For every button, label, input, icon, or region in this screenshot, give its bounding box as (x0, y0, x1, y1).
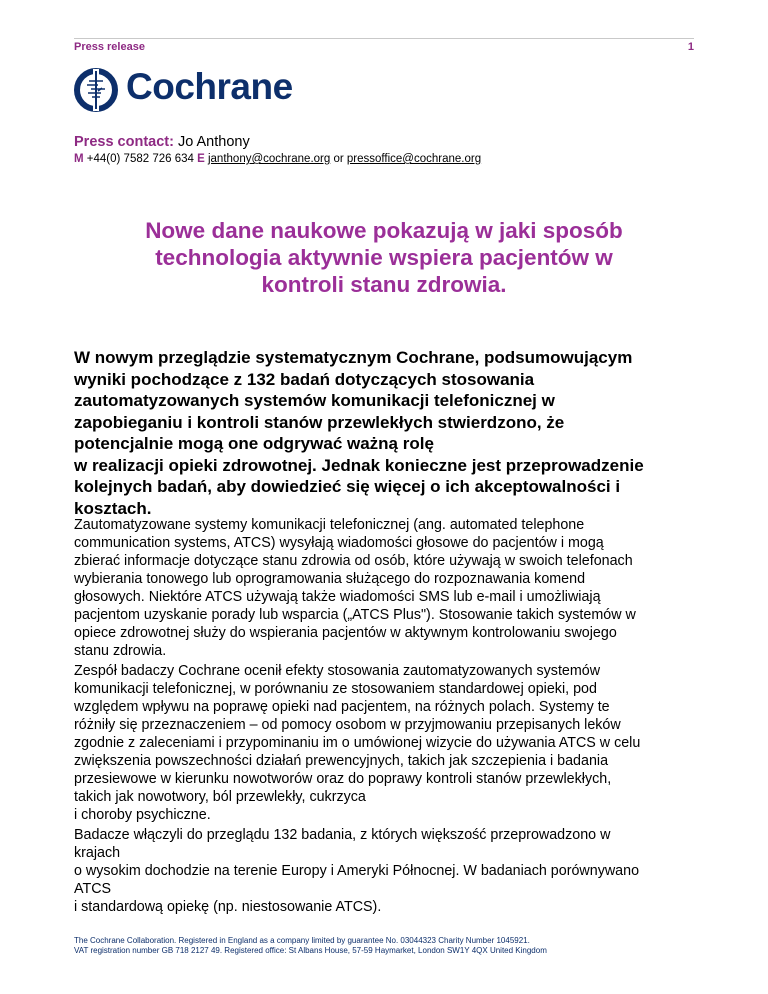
paragraph-line: communication systems, ATCS) wysyłają wiadomości głosowe do pacjentów i mogą (74, 535, 604, 551)
contact-details (74, 153, 481, 165)
press-contact-name: Jo Anthony (177, 134, 250, 150)
lead-line: zapobieganiu i kontroli stanów przewlekłych stwierdzono, że (74, 412, 565, 432)
lead-line: zautomatyzowanych systemów komunikacji telefonicznej w (74, 391, 555, 410)
cochrane-logo (74, 68, 304, 112)
lead-line: kolejnych badań, aby dowiedzieć się więcej o ich akceptowalności i (74, 477, 621, 496)
paragraph-line: komunikacji telefonicznej, w porównaniu ze stosowaniem standardowej opieki, pod (74, 681, 597, 697)
lead-line: w realizacji opieki zdrowotnej. Jednak konieczne jest przeprowadzenie (74, 455, 644, 475)
body-paragraph-2 (74, 662, 714, 824)
or-text: or (333, 153, 344, 165)
page-footer (74, 936, 547, 956)
paragraph-line: różniły się przeznaczeniem – od pomocy osobom w przyjmowaniu przepisanych leków (74, 717, 621, 733)
paragraph-line: głosowych. Niektóre ATCS używają także wiadomości SMS lub e-mail i umożliwiają (74, 589, 601, 605)
footer-line: VAT registration number GB 718 2127 49. Registered office: St Albans House, 57-59 Haymarket, London SW1Y 4QX United Kingdom (74, 946, 547, 955)
press-release-title (60, 217, 708, 298)
email-link-pressoffice[interactable]: pressoffice@cochrane.org (346, 153, 482, 165)
press-contact (74, 134, 250, 150)
press-contact-label: Press contact: (74, 134, 174, 150)
phone-number: +44(0) 7582 726 634 (86, 153, 194, 165)
title-line: technologia aktywnie wspiera pacjentów w (155, 245, 613, 270)
lead-line: potencjalnie mogą one odgrywać ważną rolę (74, 434, 434, 453)
mobile-label: M (74, 153, 84, 165)
paragraph-line: zgodnie z zaleceniami i przypominaniu im o umówionej wizycie do używania ATCS w celu (74, 735, 641, 751)
paragraph-line: względem wpływu na poprawę opieki nad pacjentem, na różnych polach. Systemy te (74, 699, 610, 715)
paragraph-line: zbierać informacje dotyczące stanu zdrowia od osób, które używają w swoich telefonach (74, 553, 633, 569)
paragraph-line: zwiększenia powszechności działań prewencyjnych, takich jak szczepienia i badania (74, 753, 609, 769)
paragraph-line: Zespół badaczy Cochrane ocenił efekty stosowania zautomatyzowanych systemów (74, 663, 601, 679)
lead-line: W nowym przeglądzie systematycznym Cochrane, podsumowującym (74, 348, 633, 367)
page-header (74, 38, 694, 55)
body-paragraph-3 (74, 826, 714, 916)
page-number: 1 (687, 41, 694, 53)
paragraph-line: o wysokim dochodzie na terenie Europy i Ameryki Północnej. W badaniach porównywano (74, 863, 640, 879)
footer-line: The Cochrane Collaboration. Registered in England as a company limited by guarantee No. 03044323 Charity Number 1045921. (74, 936, 530, 945)
lead-line: wyniki pochodzące z 132 badań dotyczących stosowania (74, 369, 535, 389)
title-line: Nowe dane naukowe pokazują w jaki sposób (145, 218, 623, 243)
paragraph-line: przesiewowe w kierunku nowotworów oraz do poprawy kontroli stanów przewlekłych, (74, 771, 612, 787)
lead-line: kosztach. (74, 498, 152, 518)
paragraph-line: i choroby psychiczne. (74, 807, 211, 823)
paragraph-line: i standardową opiekę (np. niestosowanie ATCS). (74, 899, 382, 915)
paragraph-line: wybierania tonowego lub oprogramowania służącego do rozpoznawania komend (74, 571, 586, 587)
paragraph-line: Zautomatyzowane systemy komunikacji telefonicznej (ang. automated telephone (74, 517, 585, 533)
paragraph-line: takich jak nowotwory, ból przewlekły, cukrzyca (74, 789, 366, 805)
paragraph-line: opiece zdrowotnej służy do wspierania pacjentów w aktywnym kontrolowaniu swojego (74, 625, 617, 641)
body-paragraph-1 (74, 516, 714, 660)
paragraph-line: pacjentom uzyskanie porady lub wsparcia („ATCS Plus"). Stosowanie takich systemów w (74, 607, 636, 623)
cochrane-logo-icon (74, 68, 118, 112)
paragraph-line: ATCS (74, 881, 112, 897)
paragraph-line: krajach (74, 845, 121, 861)
logo-wordmark: Cochrane (126, 66, 293, 107)
paragraph-line: stanu zdrowia. (74, 643, 167, 659)
email-link-janthony[interactable]: janthony@cochrane.org (207, 153, 331, 165)
email-label: E (197, 153, 205, 165)
title-line: kontroli stanu zdrowia. (261, 272, 507, 297)
press-release-label: Press release (74, 41, 145, 53)
lead-paragraph (74, 347, 704, 519)
paragraph-line: Badacze włączyli do przeglądu 132 badania, z których większość przeprowadzono w (74, 827, 611, 843)
